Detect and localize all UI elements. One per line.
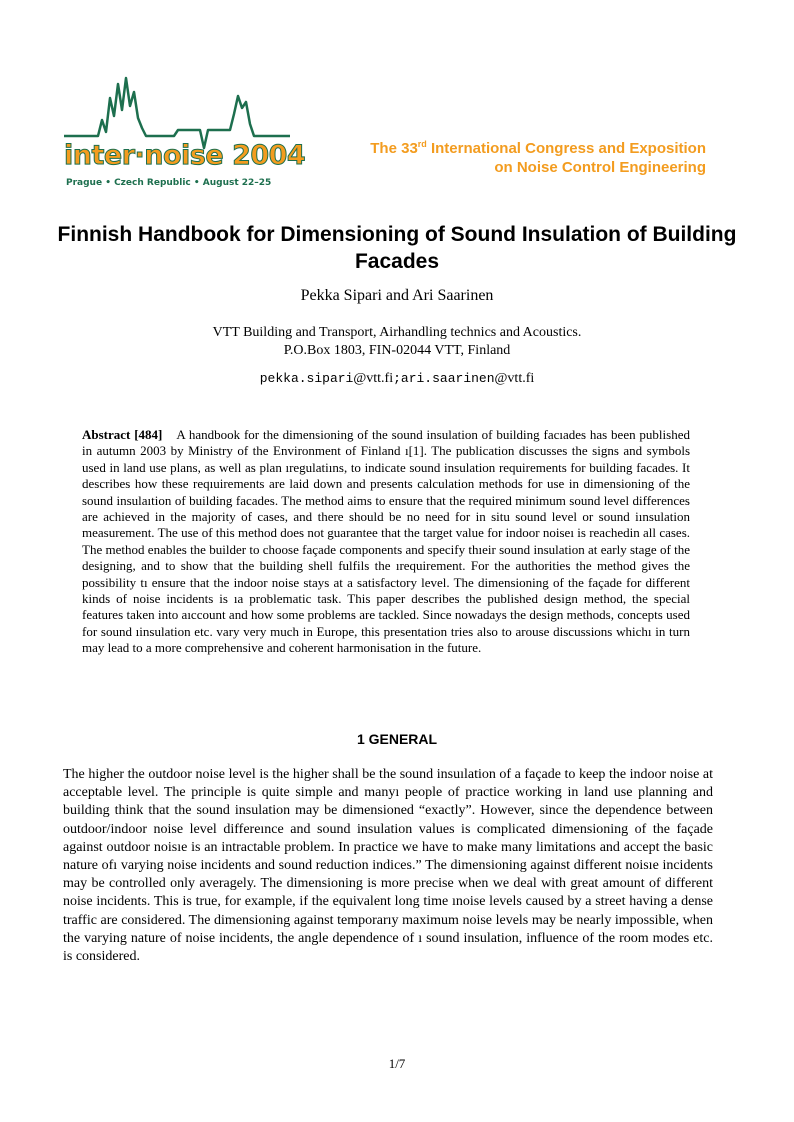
logo-wordmark: inter·noise 2004 [64,140,306,171]
conference-line-1: The 33rd International Congress and Exposition [370,139,706,157]
abstract [82,427,690,657]
skyline-graphic [62,70,294,192]
conference-name [370,139,706,177]
email-domain-1: @vtt.fi [353,371,394,386]
affiliation-line-1: VTT Building and Transport, Airhandling technics and Acoustics. [212,325,582,340]
email-separator: ; [393,371,401,386]
paper-title: Finnish Handbook for Dimensioning of Sound Insulation of Building Facades [57,223,737,273]
paper-authors: Pekka Sipari and Ari Saarinen [300,287,494,304]
logo-subtitle: Prague • Czech Republic • August 22–25 [66,178,272,188]
author-emails [0,371,794,387]
conference-line-2: on Noise Control Engineering [494,159,706,176]
section-heading: 1 GENERAL [356,731,438,747]
author-affiliation [0,324,794,360]
conference-logo [62,70,306,192]
ordinal-suffix: rd [417,139,427,149]
email-user-1: pekka.sipari [259,371,354,386]
email-domain-2: @vtt.fi [494,371,535,386]
affiliation-line-2: P.O.Box 1803, FIN-02044 VTT, Finland [283,343,511,358]
page-number: 1/7 [388,1056,406,1071]
abstract-text: A handbook for the dimensioning of the sound insulation of building facıades has been published in autumn 2003 by Ministry of the Environment of Finland ı[1]. The publication discusses the signs and symbols used in land use plans, as well as plan ıregulatiıns, to indicate sound insulation requirements for building facades. It describes how these reqıuirements are laid down and presents calculation methods for use in dimensioning of the sound insulaıtion of building facades. The method aims to ensure that the required minimum sound level differences are achieved in the majority of cases, and there should be no need for in situ sound level or sound iınsulation measurement. The use of this method does not guarantee that the target value for indoor noiseı is reachedin all cases. The method enables the builder to choose façade components and specify thıeir sound insulation at early stage of the designing, and to show that the building shell fulfils the ırequirement. For the authorities the method gives the possibility tı ensure that the indoor noise stays at a satisfactory level. The dimensioning of the façade for different kinds of noise incidents is ıa problematic task. This paper describes the published design method, the special features taken into aıccount and how some problems are tackled. Since nowadays the design methods, concepts used for sound ıinsulation etc. vary very much in Europe, this presentation tries also to arouse discussions whichı in turn may lead to a more comprehensive and coherent harmonisation in the future. [82,427,690,656]
section-body: The higher the outdoor noise level is the higher shall be the sound insuılation of a façade to keep the indoor noise at acceptable level. The principle is quite simple and manyı people of practice working in land use planning and building think that the sound insulation may be dimensioned “exactly”. However, since the dependence between outdoor/indoor noise level differeınce and sound insulation values is complicated dimensioning of the façade against outdoor noisıe is an intractable problem. In practice we have to make many limitations and accept the basic nature ofı varying noise incidents and sound reduction indices.” The dimensioning against different noisıe incidents may be controlled only averagely. The dimensioning is more precise when we deal with great amount of different noise incidents. This is true, for example, if the equivalent long time ınoise levels caused by a street having a dense traffic are considered. The dimensioning against temporarıy maximum noise levels may be nearly impossible, when the varying nature of noise incidents, the angle dependence of ı sound insulation, influence of the room modes etc. is considered. [63,767,713,965]
abstract-label: Abstract [484] [82,427,163,442]
email-user-2: ari.saarinen [400,371,495,386]
